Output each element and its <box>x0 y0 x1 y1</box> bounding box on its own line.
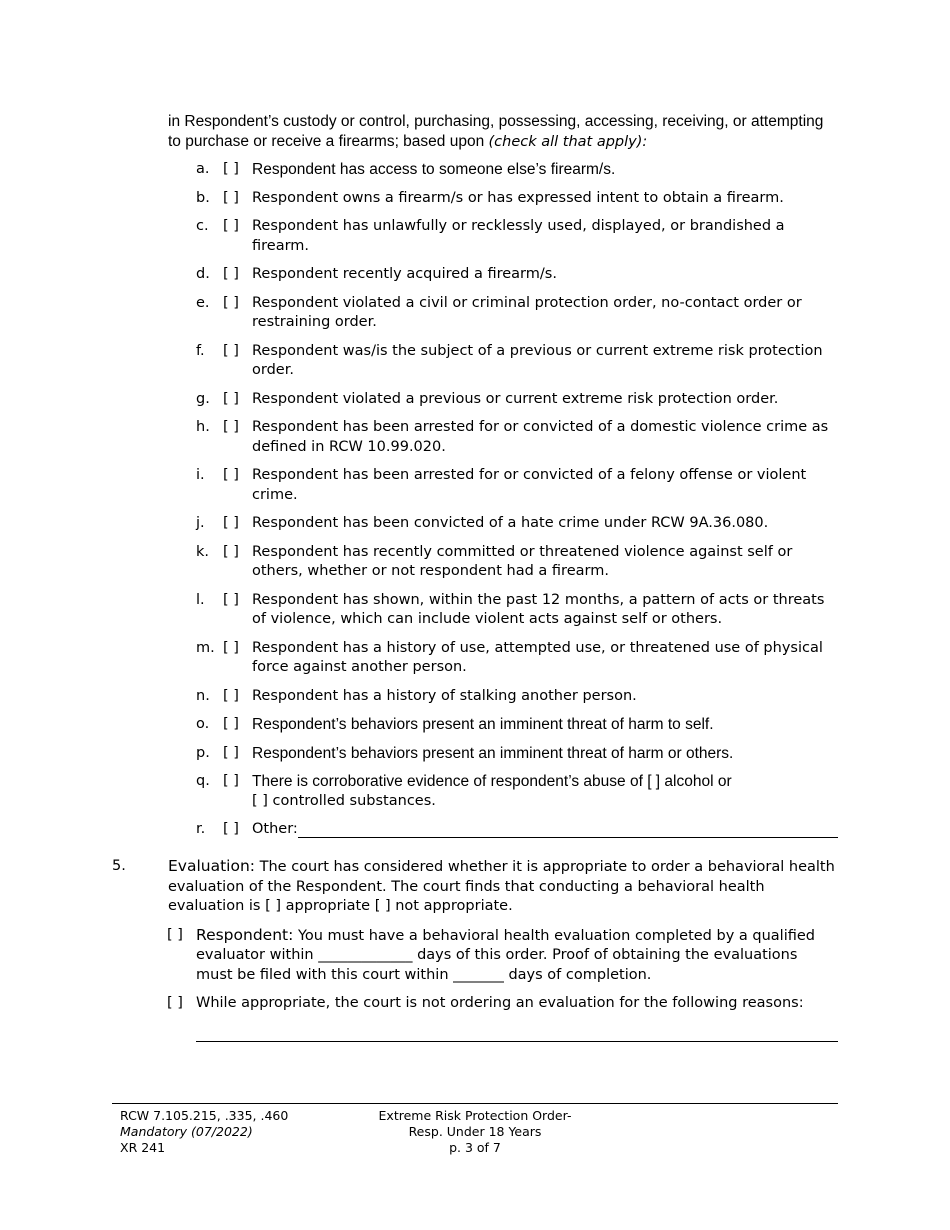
footer-mandatory: Mandatory (07/2022) <box>120 1124 253 1139</box>
footer-rcw: RCW 7.105.215, .335, .460 <box>120 1108 289 1123</box>
item-text <box>252 772 838 811</box>
footer-center <box>360 1108 590 1156</box>
item-letter: o. <box>196 716 210 732</box>
footer-form-number: XR 241 <box>120 1140 166 1155</box>
reasons-fill-line[interactable] <box>196 1041 838 1042</box>
item-letter: e. <box>196 294 210 311</box>
item-text: Respondent violated a previous or current extreme risk protection order. <box>252 390 779 407</box>
not-ordering-option <box>0 994 950 1014</box>
item-text: Respondent’s behaviors present an imminent threat of harm to self. <box>252 716 714 733</box>
item-checkbox[interactable]: [ ] <box>223 266 239 282</box>
item-text: Respondent has a history of stalking another person. <box>252 687 637 704</box>
footer-left <box>120 1108 288 1156</box>
item-letter: r. <box>196 821 206 837</box>
item-text: Respondent owns a firearm/s or has expressed intent to obtain a firearm. <box>252 189 784 206</box>
item-letter: m. <box>196 639 215 656</box>
item-checkbox[interactable]: [ ] <box>223 821 239 837</box>
checklist-item-n <box>0 687 950 707</box>
checklist-item-k <box>0 543 950 582</box>
not-ordering-checkbox[interactable]: [ ] <box>167 995 183 1011</box>
respondent-option-text <box>196 926 838 986</box>
item-text-line-2: [ ] controlled substances. <box>252 792 436 809</box>
item-letter: i. <box>196 467 205 483</box>
item-letter: p. <box>196 744 210 761</box>
item-checkbox[interactable]: [ ] <box>223 218 239 234</box>
footer-divider <box>112 1103 838 1104</box>
footer-title-1: Extreme Risk Protection Order- <box>378 1108 572 1123</box>
item-text: Respondent has a history of use, attempted use, or threatened use of physical force against another person. <box>252 639 823 675</box>
checklist-item-h <box>0 418 950 457</box>
item-checkbox[interactable]: [ ] <box>223 515 239 531</box>
item-letter: f. <box>196 342 205 359</box>
item-checkbox[interactable]: [ ] <box>223 467 239 483</box>
checklist-item-p <box>0 744 950 764</box>
checklist-item-b <box>0 189 950 209</box>
item-text: Respondent has access to someone else’s firearm/s. <box>252 161 616 178</box>
checklist-item-r <box>0 820 950 840</box>
item-checkbox[interactable]: [ ] <box>223 189 239 206</box>
item-text: Respondent recently acquired a firearm/s. <box>252 266 557 282</box>
checklist-item-c <box>0 217 950 256</box>
item-text: Respondent’s behaviors present an imminent threat of harm or others. <box>252 744 734 762</box>
item-text: Respondent has been arrested for or convicted of a felony offense or violent crime. <box>252 467 807 503</box>
checklist-item-o <box>0 715 950 735</box>
item-checkbox[interactable]: [ ] <box>223 543 239 560</box>
checklist-item-m <box>0 639 950 678</box>
item-text: Respondent was/is the subject of a previous or current extreme risk protection order. <box>252 342 823 378</box>
item-checkbox[interactable]: [ ] <box>223 591 239 608</box>
respondent-checkbox[interactable]: [ ] <box>167 926 183 943</box>
item-checkbox[interactable]: [ ] <box>223 639 239 656</box>
not-ordering-text: While appropriate, the court is not ordering an evaluation for the following reasons: <box>196 995 804 1011</box>
item-letter: l. <box>196 591 205 608</box>
item-letter: k. <box>196 543 210 560</box>
respondent-evaluation-option <box>0 926 950 986</box>
respondent-text: You must have a behavioral health evaluation completed by a qualified evaluator within _____________ days of this order. Proof of obtaining the evaluations must be filed with this court within _______ days of completion. <box>196 927 815 983</box>
basis-checklist <box>0 160 950 849</box>
section-text: The court has considered whether it is appropriate to order a behavioral health evaluation of the Respondent. The court finds that conducting a behavioral health evaluation is [ ] appropriate [ ] not appropriate. <box>168 859 835 914</box>
item-checkbox[interactable]: [ ] <box>223 744 239 761</box>
item-checkbox[interactable]: [ ] <box>223 161 239 177</box>
item-letter: g. <box>196 390 210 407</box>
section-body <box>168 857 838 917</box>
item-letter: a. <box>196 161 210 177</box>
item-text: Respondent has unlawfully or recklessly used, displayed, or brandished a firearm. <box>252 218 785 254</box>
footer-page-number: p. 3 of 7 <box>449 1140 501 1155</box>
checklist-item-f <box>0 342 950 381</box>
section-label: Evaluation: <box>168 857 256 875</box>
other-fill-line[interactable] <box>298 837 838 838</box>
item-letter: d. <box>196 266 210 282</box>
item-letter: h. <box>196 419 210 435</box>
item-checkbox[interactable]: [ ] <box>223 773 239 789</box>
checklist-item-g <box>0 390 950 410</box>
item-text: Respondent has shown, within the past 12 months, a pattern of acts or threats of violence, which can include violent acts against self or others. <box>252 591 825 627</box>
item-text: Other: <box>252 821 298 837</box>
item-checkbox[interactable]: [ ] <box>223 419 239 435</box>
item-checkbox[interactable]: [ ] <box>223 294 239 311</box>
item-text: Respondent has been arrested for or convicted of a domestic violence crime as defined in RCW 10.99.020. <box>252 419 829 455</box>
item-letter: n. <box>196 687 210 704</box>
checklist-item-a <box>0 160 950 180</box>
item-text: Respondent violated a civil or criminal protection order, no-contact order or restraining order. <box>252 294 802 330</box>
checklist-item-q <box>0 772 950 811</box>
item-letter: b. <box>196 189 210 206</box>
section-number: 5. <box>112 858 126 874</box>
respondent-label: Respondent: <box>196 925 294 944</box>
item-letter: c. <box>196 218 209 234</box>
item-text-line-1: There is corroborative evidence of respondent’s abuse of [ ] alcohol or <box>252 773 732 790</box>
item-letter: j. <box>196 515 205 531</box>
checklist-item-e <box>0 294 950 333</box>
item-checkbox[interactable]: [ ] <box>223 716 239 732</box>
item-checkbox[interactable]: [ ] <box>223 342 239 359</box>
item-text: Respondent has recently committed or threatened violence against self or others, whether or not respondent had a firearm. <box>252 543 793 579</box>
item-checkbox[interactable]: [ ] <box>223 390 239 407</box>
checklist-item-l <box>0 591 950 630</box>
intro-paragraph <box>168 112 838 152</box>
item-text: Respondent has been convicted of a hate crime under RCW 9A.36.080. <box>252 515 769 531</box>
footer-title-2: Resp. Under 18 Years <box>408 1124 542 1139</box>
checklist-item-d <box>0 265 950 285</box>
checklist-item-i <box>0 466 950 505</box>
intro-emphasis: (check all that apply): <box>488 134 648 150</box>
intro-text: in Respondent’s custody or control, purchasing, possessing, accessing, receiving, or attempting to purchase or receive a firearms; based upon <box>168 113 824 150</box>
checklist-item-j <box>0 514 950 534</box>
section-5-evaluation <box>0 857 950 1014</box>
item-checkbox[interactable]: [ ] <box>223 687 239 704</box>
item-letter: q. <box>196 773 210 789</box>
